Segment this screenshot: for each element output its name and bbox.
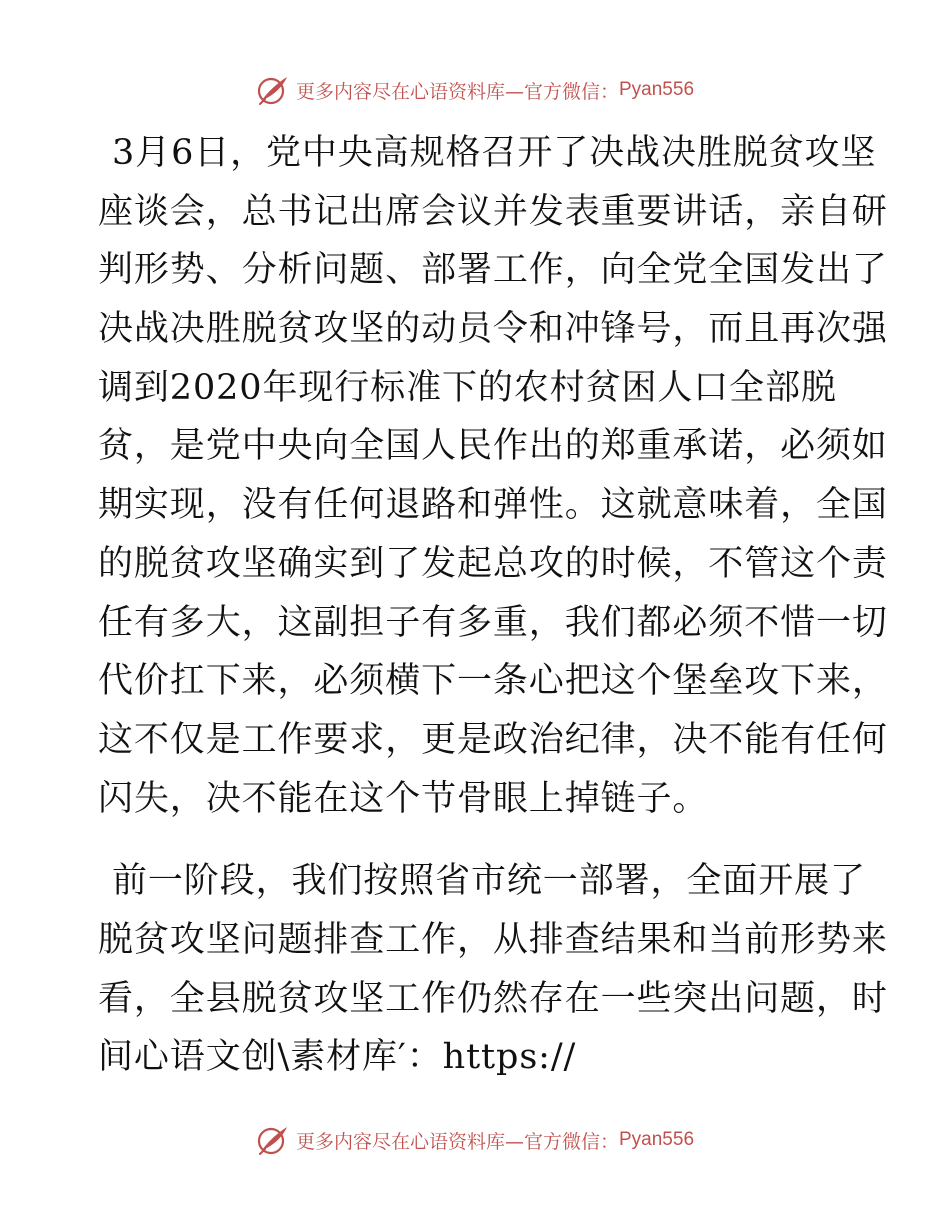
document-body — [98, 124, 888, 1087]
text-line: 3月6日，党中央高规格召开了决战决胜脱贫攻坚 — [112, 133, 877, 173]
text-line: 闪失，决不能在这个节骨眼上掉链子。 — [98, 778, 709, 819]
footer-watermark — [0, 1124, 950, 1156]
text-line: 座谈会，总书记出席会议并发表重要讲话，亲自研 — [98, 191, 888, 232]
text-line: 任有多大，这副担子有多重，我们都必须不惜一切 — [98, 602, 888, 643]
watermark-wechat-id: Pyan556 — [619, 1129, 695, 1150]
watermark-wechat-id: Pyan556 — [619, 79, 695, 100]
text-line: 代价扛下来，必须横下一条心把这个堡垒攻下来， — [98, 661, 888, 702]
text-line: 决战决胜脱贫攻坚的动员令和冲锋号，而且再次强 — [98, 309, 888, 350]
text-line: 贫，是党中央向全国人民作出的郑重承诺，必须如 — [98, 426, 888, 467]
feather-pen-logo-icon — [256, 1124, 290, 1156]
text-line: 的脱贫攻坚确实到了发起总攻的时候，不管这个责 — [98, 543, 888, 584]
text-line: 前一阶段，我们按照省市统一部署，全面开展了 — [112, 861, 866, 902]
text-line: 调到2020年现行标准下的农村贫困人口全部脱 — [98, 367, 837, 408]
paragraph-1 — [98, 124, 888, 828]
paragraph-2 — [98, 852, 888, 1087]
watermark-text: 更多内容尽在心语资料库—官方微信： — [295, 1130, 619, 1153]
text-line: 期实现，没有任何退路和弹性。这就意味着，全国 — [98, 485, 888, 526]
text-line: 这不仅是工作要求，更是政治纪律，决不能有任何 — [98, 719, 888, 760]
text-line: 看，全县脱贫攻坚工作仍然存在一些突出问题，时 — [98, 978, 888, 1019]
header-watermark — [0, 74, 950, 106]
text-line: 脱贫攻坚问题排查工作，从排查结果和当前形势来 — [98, 919, 888, 960]
watermark-text: 更多内容尽在心语资料库—官方微信： — [295, 80, 619, 103]
text-line: 间心语文创\素材库′：https:// — [98, 1037, 577, 1078]
feather-pen-logo-icon — [256, 74, 290, 106]
text-line: 判形势、分析问题、部署工作，向全党全国发出了 — [98, 250, 888, 291]
